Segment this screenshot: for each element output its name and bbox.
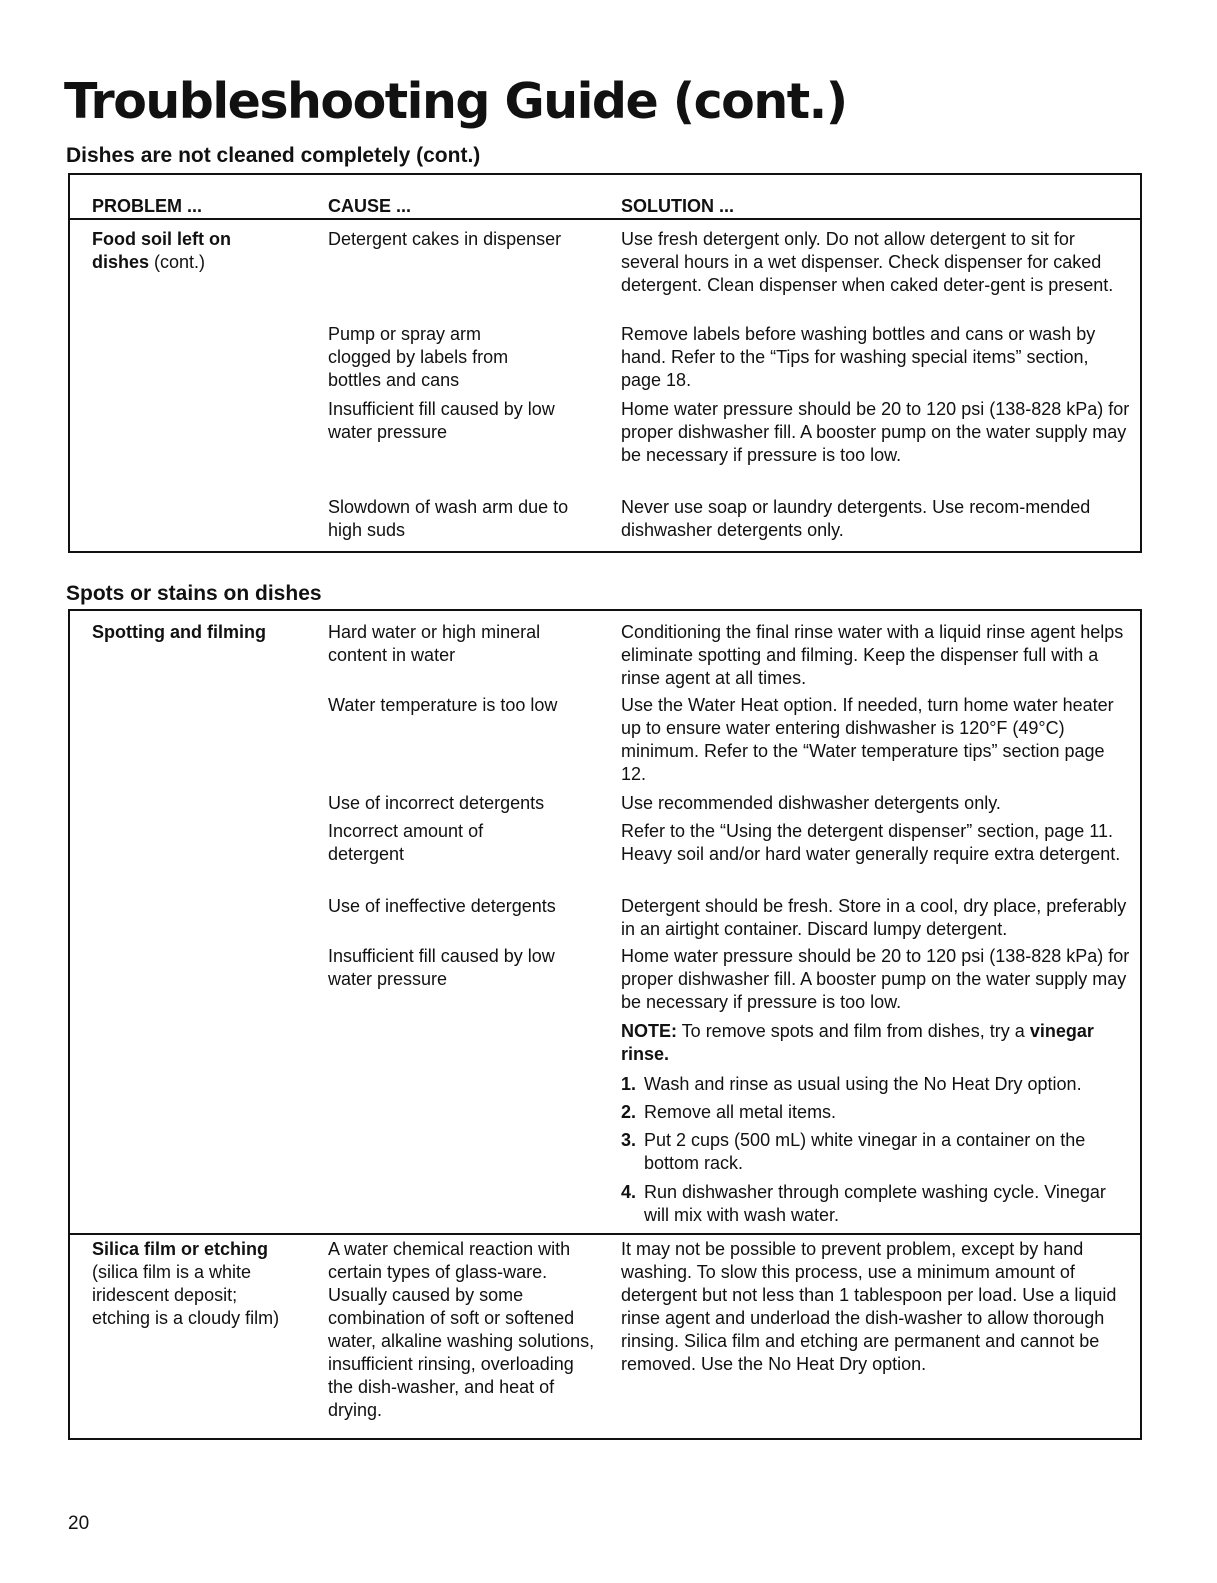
solution-cell: Home water pressure should be 20 to 120 psi (138-828 kPa) for proper dishwasher fill. A booster pump on the water supply may be necessary if pressure is too low. [621, 946, 1130, 1012]
section-heading-spots-stains: Spots or stains on dishes [66, 582, 322, 605]
cause-cell: A water chemical reaction with certain types of glass-ware. Usually caused by some combination of soft or softened water, alkaline washing solutions, insufficient rinsing, overloading the dish-washer, and heat of drying. [328, 1239, 595, 1420]
list-item: 4. Run dishwasher through complete washing cycle. Vinegar will mix with wash water. [621, 1182, 1106, 1225]
section-heading-dishes-not-cleaned: Dishes are not cleaned completely (cont.) [66, 144, 481, 167]
cause-cell: Use of ineffective detergents [328, 896, 556, 916]
problem-food-soil: Food soil left on dishes (cont.) [92, 229, 231, 272]
problem-silica-film: Silica film or etching (silica film is a white iridescent deposit; etching is a cloudy film) [92, 1239, 280, 1328]
page-number: 20 [68, 1513, 90, 1534]
page-title: Troubleshooting Guide (cont.) [64, 73, 847, 130]
solution-cell: Use recommended dishwasher detergents only. [621, 793, 1001, 813]
solution-cell: Detergent should be fresh. Store in a cool, dry place, preferably in an airtight container. Discard lumpy detergent. [621, 896, 1127, 939]
vinegar-rinse-note: NOTE: To remove spots and film from dishes, try a vinegar rinse. [621, 1021, 1094, 1064]
cause-cell: Use of incorrect detergents [328, 793, 545, 813]
solution-cell: It may not be possible to prevent problem, except by hand washing. To slow this process, use a minimum amount of detergent but not less than 1 tablespoon per load. Use a liquid rinse agent and underload the dish-washer to allow thorough rinsing. Silica film and etching are permanent and cannot be removed. Use the No Heat Dry option. [621, 1239, 1117, 1374]
cause-cell: Pump or spray arm clogged by labels from bottles and cans [328, 324, 509, 390]
solution-cell: Use the Water Heat option. If needed, turn home water heater up to ensure water entering dishwasher is 120°F (49°C) minimum. Refer to the “Water temperature tips” section page 12. [621, 695, 1114, 784]
cause-cell: Insufficient fill caused by low water pressure [328, 399, 555, 442]
problem-spotting-filming: Spotting and filming [92, 622, 266, 642]
list-item: 1. Wash and rinse as usual using the No Heat Dry option. [621, 1074, 1082, 1094]
cause-cell: Detergent cakes in dispenser [328, 229, 562, 249]
solution-cell: Use fresh detergent only. Do not allow detergent to sit for several hours in a wet dispenser. Check dispenser for caked detergent. Clean dispenser when caked deter-gent is present. [621, 229, 1114, 295]
cause-cell: Slowdown of wash arm due to high suds [328, 497, 569, 540]
list-item: 2. Remove all metal items. [621, 1102, 837, 1122]
solution-cell: Conditioning the final rinse water with a liquid rinse agent helps eliminate spotting and filming. Keep the dispenser full with a rinse agent at all times. [621, 622, 1124, 688]
cause-cell: Water temperature is too low [328, 695, 558, 715]
cause-cell: Hard water or high mineral content in water [328, 622, 541, 665]
header-cause: CAUSE ... [328, 196, 412, 216]
header-problem: PROBLEM ... [92, 196, 203, 216]
list-item: 3. Put 2 cups (500 mL) white vinegar in a container on the bottom rack. [621, 1130, 1086, 1173]
header-solution: SOLUTION ... [621, 196, 735, 216]
solution-cell: Remove labels before washing bottles and cans or wash by hand. Refer to the “Tips for washing special items” section, page 18. [621, 324, 1096, 390]
header-divider [70, 218, 1140, 220]
solution-cell: Refer to the “Using the detergent dispenser” section, page 11. Heavy soil and/or hard water generally require extra detergent. [621, 821, 1121, 864]
solution-cell: Never use soap or laundry detergents. Use recom-mended dishwasher detergents only. [621, 497, 1091, 540]
cause-cell: Incorrect amount of detergent [328, 821, 484, 864]
solution-cell: Home water pressure should be 20 to 120 psi (138-828 kPa) for proper dishwasher fill. A booster pump on the water supply may be necessary if pressure is too low. [621, 399, 1130, 465]
cause-cell: Insufficient fill caused by low water pressure [328, 946, 555, 989]
row-divider [70, 1233, 1140, 1235]
